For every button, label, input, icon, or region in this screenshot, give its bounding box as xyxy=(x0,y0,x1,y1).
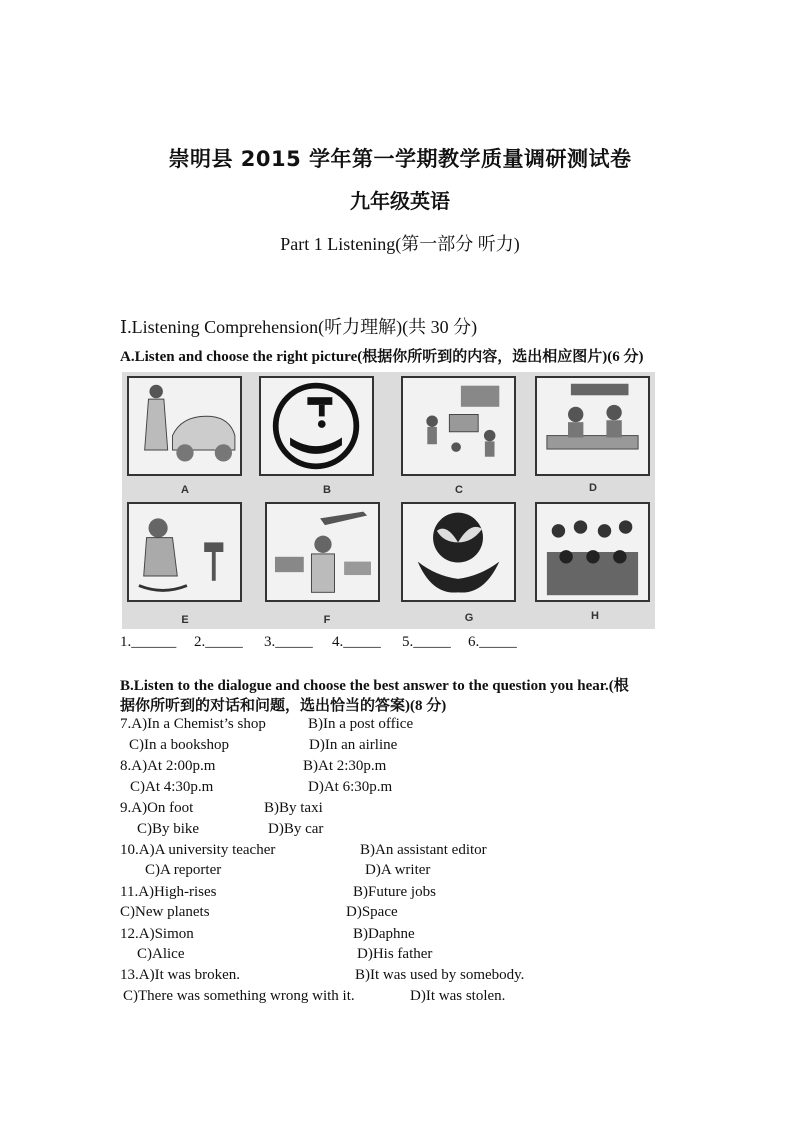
picture-h-audience xyxy=(535,502,650,602)
q12-option-a: 12.A)Simon xyxy=(120,926,194,942)
q10-option-a: 10.A)A university teacher xyxy=(120,842,276,858)
q8-option-a: 8.A)At 2:00p.m xyxy=(120,758,216,774)
q8-option-d: D)At 6:30p.m xyxy=(308,779,393,795)
q11-option-a: 11.A)High-rises xyxy=(120,884,217,900)
q11-option-c: C)New planets xyxy=(120,904,210,920)
q13-option-b: B)It was used by somebody. xyxy=(355,967,525,983)
picture-f-traveller-plane xyxy=(265,502,380,602)
q10-option-d: D)A writer xyxy=(365,862,431,878)
picture-label-b: B xyxy=(323,484,331,496)
picture-grid xyxy=(122,372,655,629)
picture-label-f: F xyxy=(323,614,331,626)
q7-option-c: C)In a bookshop xyxy=(129,737,229,753)
picture-label-g: G xyxy=(464,612,474,624)
blank-4: 4._____ xyxy=(332,634,381,650)
q7-option-d: D)In an airline xyxy=(309,737,398,753)
q13-option-a: 13.A)It was broken. xyxy=(120,967,240,983)
picture-label-h: H xyxy=(591,610,599,622)
q8-option-c: C)At 4:30p.m xyxy=(130,779,214,795)
blank-1: 1.______ xyxy=(120,634,177,650)
q13-option-c: C)There was something wrong with it. xyxy=(123,988,355,1004)
q10-option-c: C)A reporter xyxy=(145,862,222,878)
q8-option-b: B)At 2:30p.m xyxy=(303,758,387,774)
q10-option-b: B)An assistant editor xyxy=(360,842,487,858)
answer-blanks xyxy=(120,634,517,651)
picture-d-airline-office xyxy=(535,376,650,476)
blank-6: 6._____ xyxy=(468,634,517,650)
picture-g-hands-plant-logo xyxy=(401,502,516,602)
picture-c-classroom xyxy=(401,376,516,476)
picture-label-e: E xyxy=(181,614,189,626)
q11-option-b: B)Future jobs xyxy=(353,884,436,900)
blank-3: 3._____ xyxy=(264,634,313,650)
q11-option-d: D)Space xyxy=(346,904,398,920)
q7-option-a: 7.A)In a Chemist’s shop xyxy=(120,716,266,732)
part-heading: Part 1 Listening(第一部分 听力) xyxy=(280,234,520,254)
q13-option-d: D)It was stolen. xyxy=(410,988,506,1004)
picture-label-c: C xyxy=(455,484,463,496)
q9-option-a: 9.A)On foot xyxy=(120,800,194,816)
exam-title: 崇明县 2015 学年第一学期教学质量调研测试卷 xyxy=(168,147,632,171)
picture-b-washing-hands-sign xyxy=(259,376,374,476)
section-b-heading-line2: 据你所听到的对话和问题，选出恰当的答案)(8 分) xyxy=(120,698,447,714)
q12-option-c: C)Alice xyxy=(137,946,185,962)
exam-subtitle: 九年级英语 xyxy=(350,189,450,213)
section-heading: Ⅰ.Listening Comprehension(听力理解)(共 30 分) xyxy=(120,317,478,337)
blank-2: 2._____ xyxy=(194,634,243,650)
q12-option-d: D)His father xyxy=(357,946,433,962)
q9-option-c: C)By bike xyxy=(137,821,200,837)
picture-label-a: A xyxy=(181,484,189,496)
blank-5: 5._____ xyxy=(402,634,451,650)
q7-option-b: B)In a post office xyxy=(308,716,414,732)
picture-e-man-rocking-chair xyxy=(127,502,242,602)
q12-option-b: B)Daphne xyxy=(353,926,415,942)
section-a-heading: A.Listen and choose the right picture(根据你所听到的内容，选出相应图片)(6 分) xyxy=(120,349,644,365)
section-b-heading-line1: B.Listen to the dialogue and choose the best answer to the question you hear.(根 xyxy=(120,678,629,694)
q9-option-d: D)By car xyxy=(268,821,324,837)
picture-label-d: D xyxy=(589,482,597,494)
picture-a-woman-car xyxy=(127,376,242,476)
q9-option-b: B)By taxi xyxy=(264,800,323,816)
